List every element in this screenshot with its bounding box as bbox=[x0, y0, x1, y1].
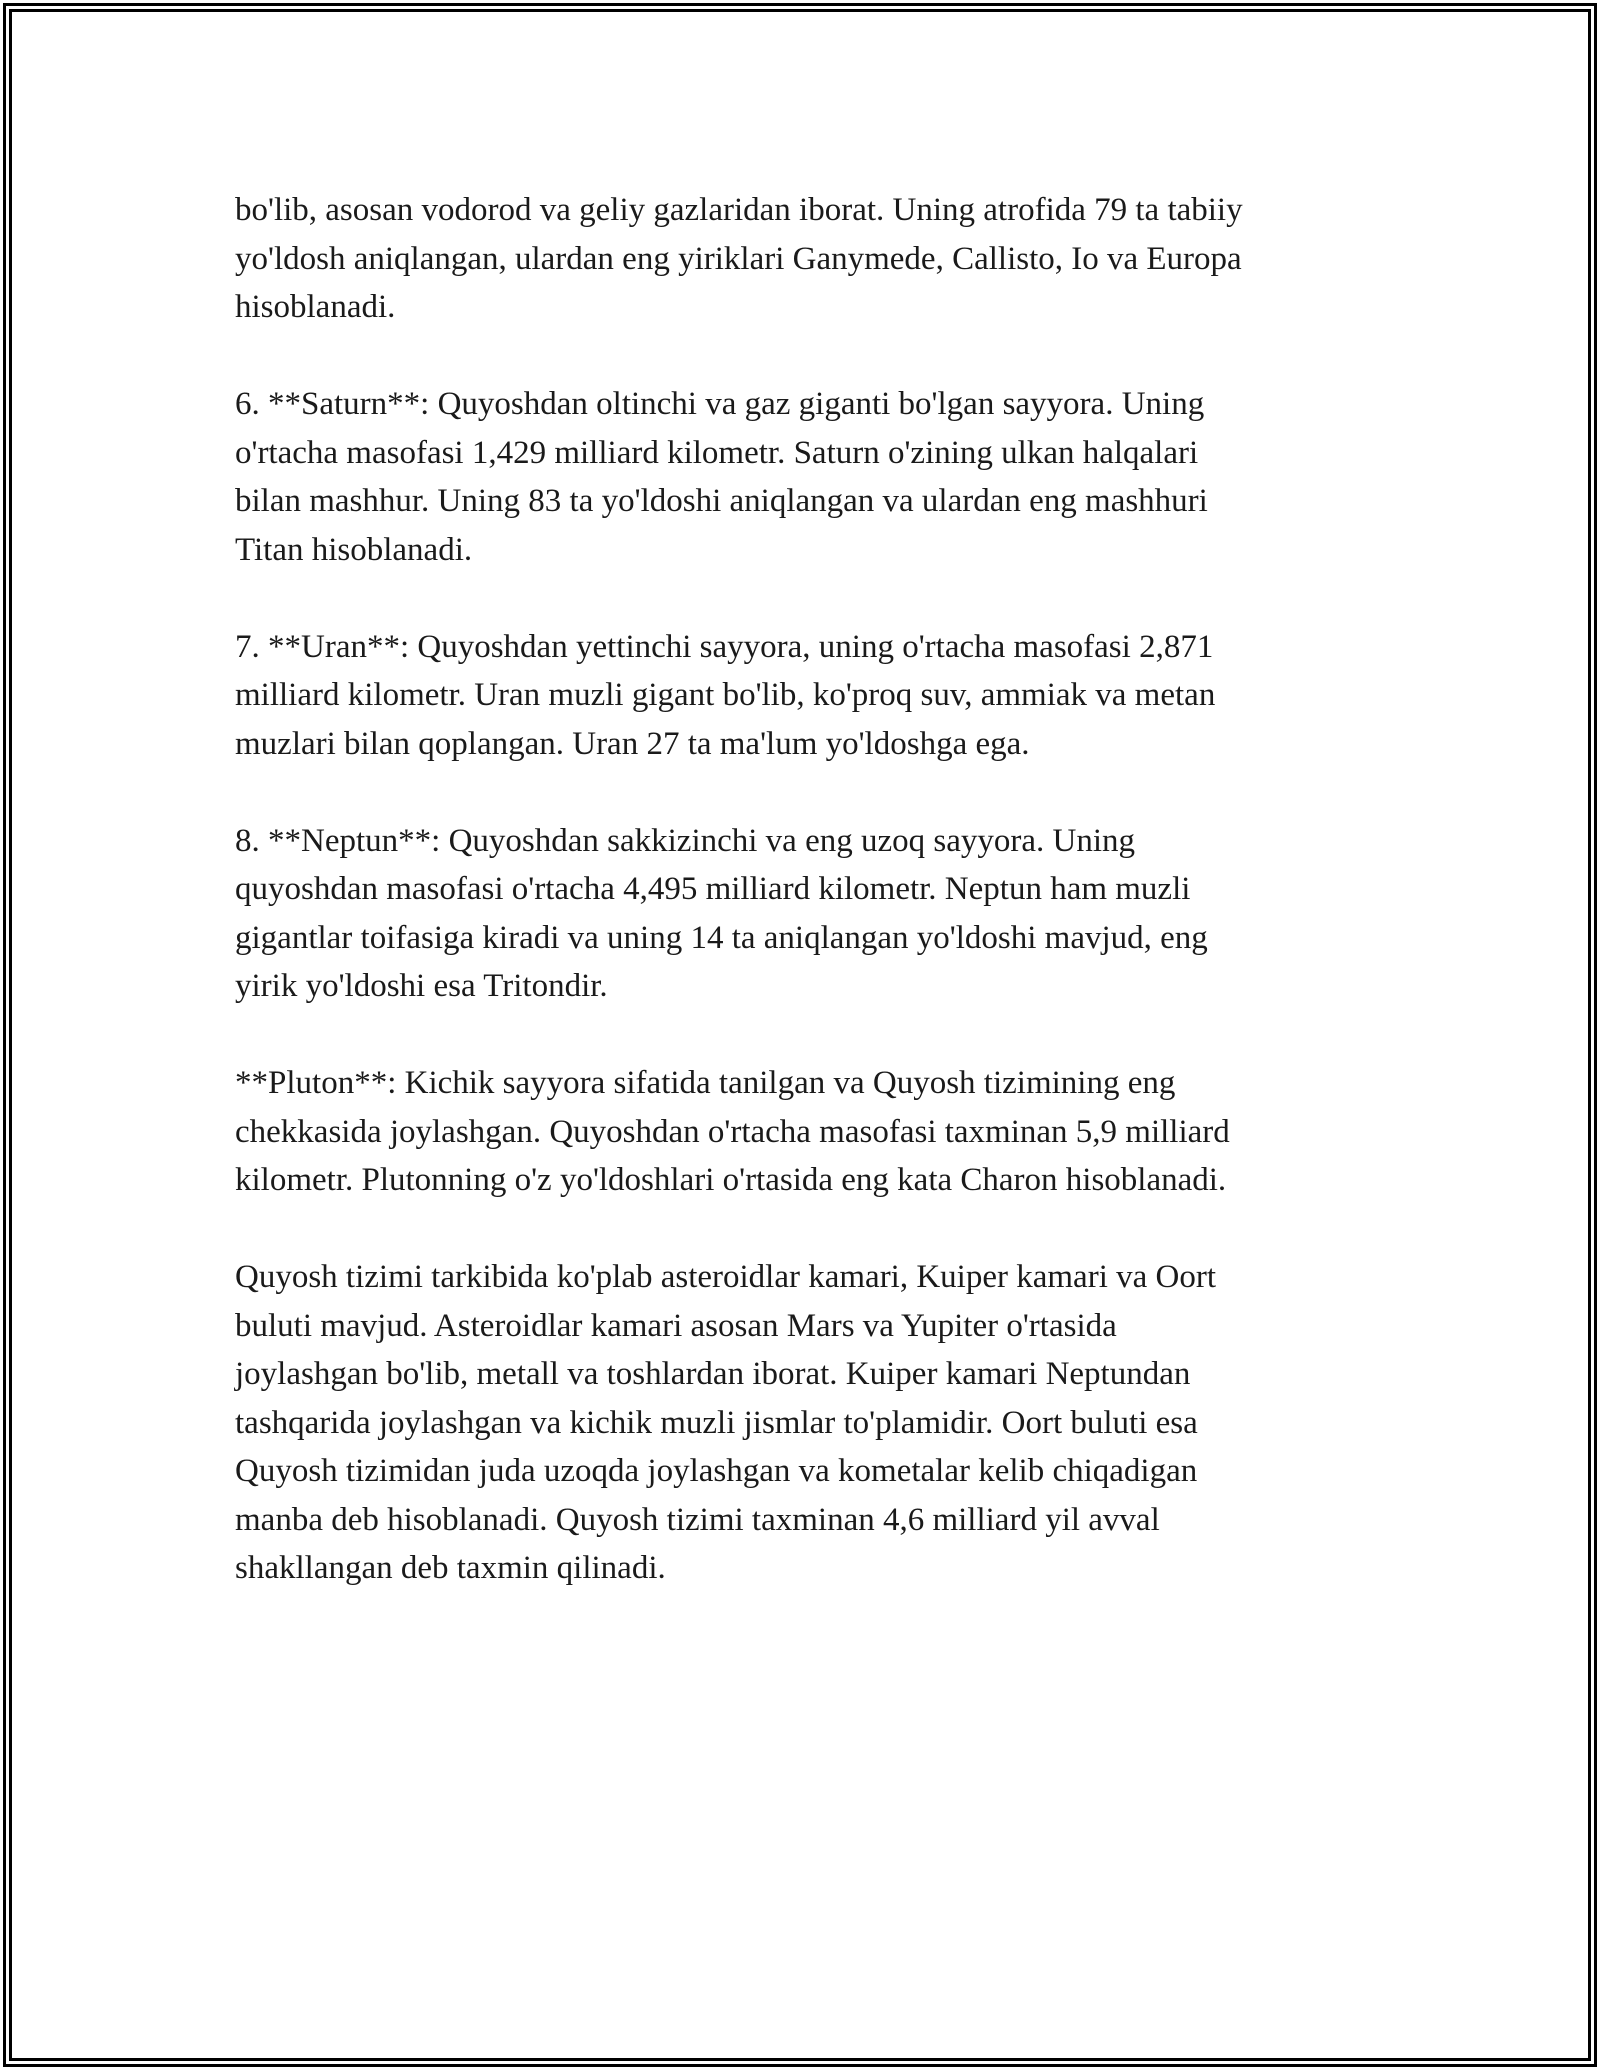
paragraph-jupiter-continuation: bo'lib, asosan vodorod va geliy gazlaridan iborat. Uning atrofida 79 ta tabiiy yo'ldosh aniqlangan, ulardan eng yiriklari Ganymede, Callisto, Io va Europa hisoblanadi. bbox=[235, 192, 1243, 325]
paragraph-solar-system-summary: Quyosh tizimi tarkibida ko'plab asteroidlar kamari, Kuiper kamari va Oort buluti mavjud. Asteroidlar kamari asosan Mars va Yupiter o'rtasida joylashgan bo'lib, metall va toshlardan iborat. Kuiper kamari Neptundan tashqarida joylashgan va kichik muzli jismlar to'plamidir. Oort buluti esa Quyosh tizimidan juda uzoqda joylashgan va kometalar kelib chiqadigan manba deb hisoblanadi. Quyosh tizimi taxminan 4,6 milliard yil avval shakllangan deb taxmin qilinadi. bbox=[235, 1259, 1216, 1586]
paragraph-neptun: 8. **Neptun**: Quyoshdan sakkizinchi va eng uzoq sayyora. Uning quyoshdan masofasi o'rtacha 4,495 milliard kilometr. Neptun ham muzli gigantlar toifasiga kiradi va uning 14 ta aniqlangan yo'ldoshi mavjud, eng yirik yo'ldoshi esa Tritondir. bbox=[235, 822, 1208, 1004]
paragraph-pluton: **Pluton**: Kichik sayyora sifatida tanilgan va Quyosh tizimining eng chekkasida joylashgan. Quyoshdan o'rtacha masofasi taxminan 5,9 milliard kilometr. Plutonning o'z yo'ldoshlari o'rtasida eng kata Charon hisoblanadi. bbox=[235, 1065, 1230, 1198]
paragraph-uran: 7. **Uran**: Quyoshdan yettinchi sayyora, uning o'rtacha masofasi 2,871 milliard kilometr. Uran muzli gigant bo'lib, ko'proq suv, ammiak va metan muzlari bilan qoplangan. Uran 27 ta ma'lum yo'ldoshga ega. bbox=[235, 628, 1216, 762]
document-body bbox=[235, 186, 1395, 1593]
paragraph-saturn: 6. **Saturn**: Quyoshdan oltinchi va gaz giganti bo'lgan sayyora. Uning o'rtacha masofasi 1,429 milliard kilometr. Saturn o'zining ulkan halqalari bilan mashhur. Uning 83 ta yo'ldoshi aniqlangan va ulardan eng mashhuri Titan hisoblanadi. bbox=[235, 386, 1208, 568]
